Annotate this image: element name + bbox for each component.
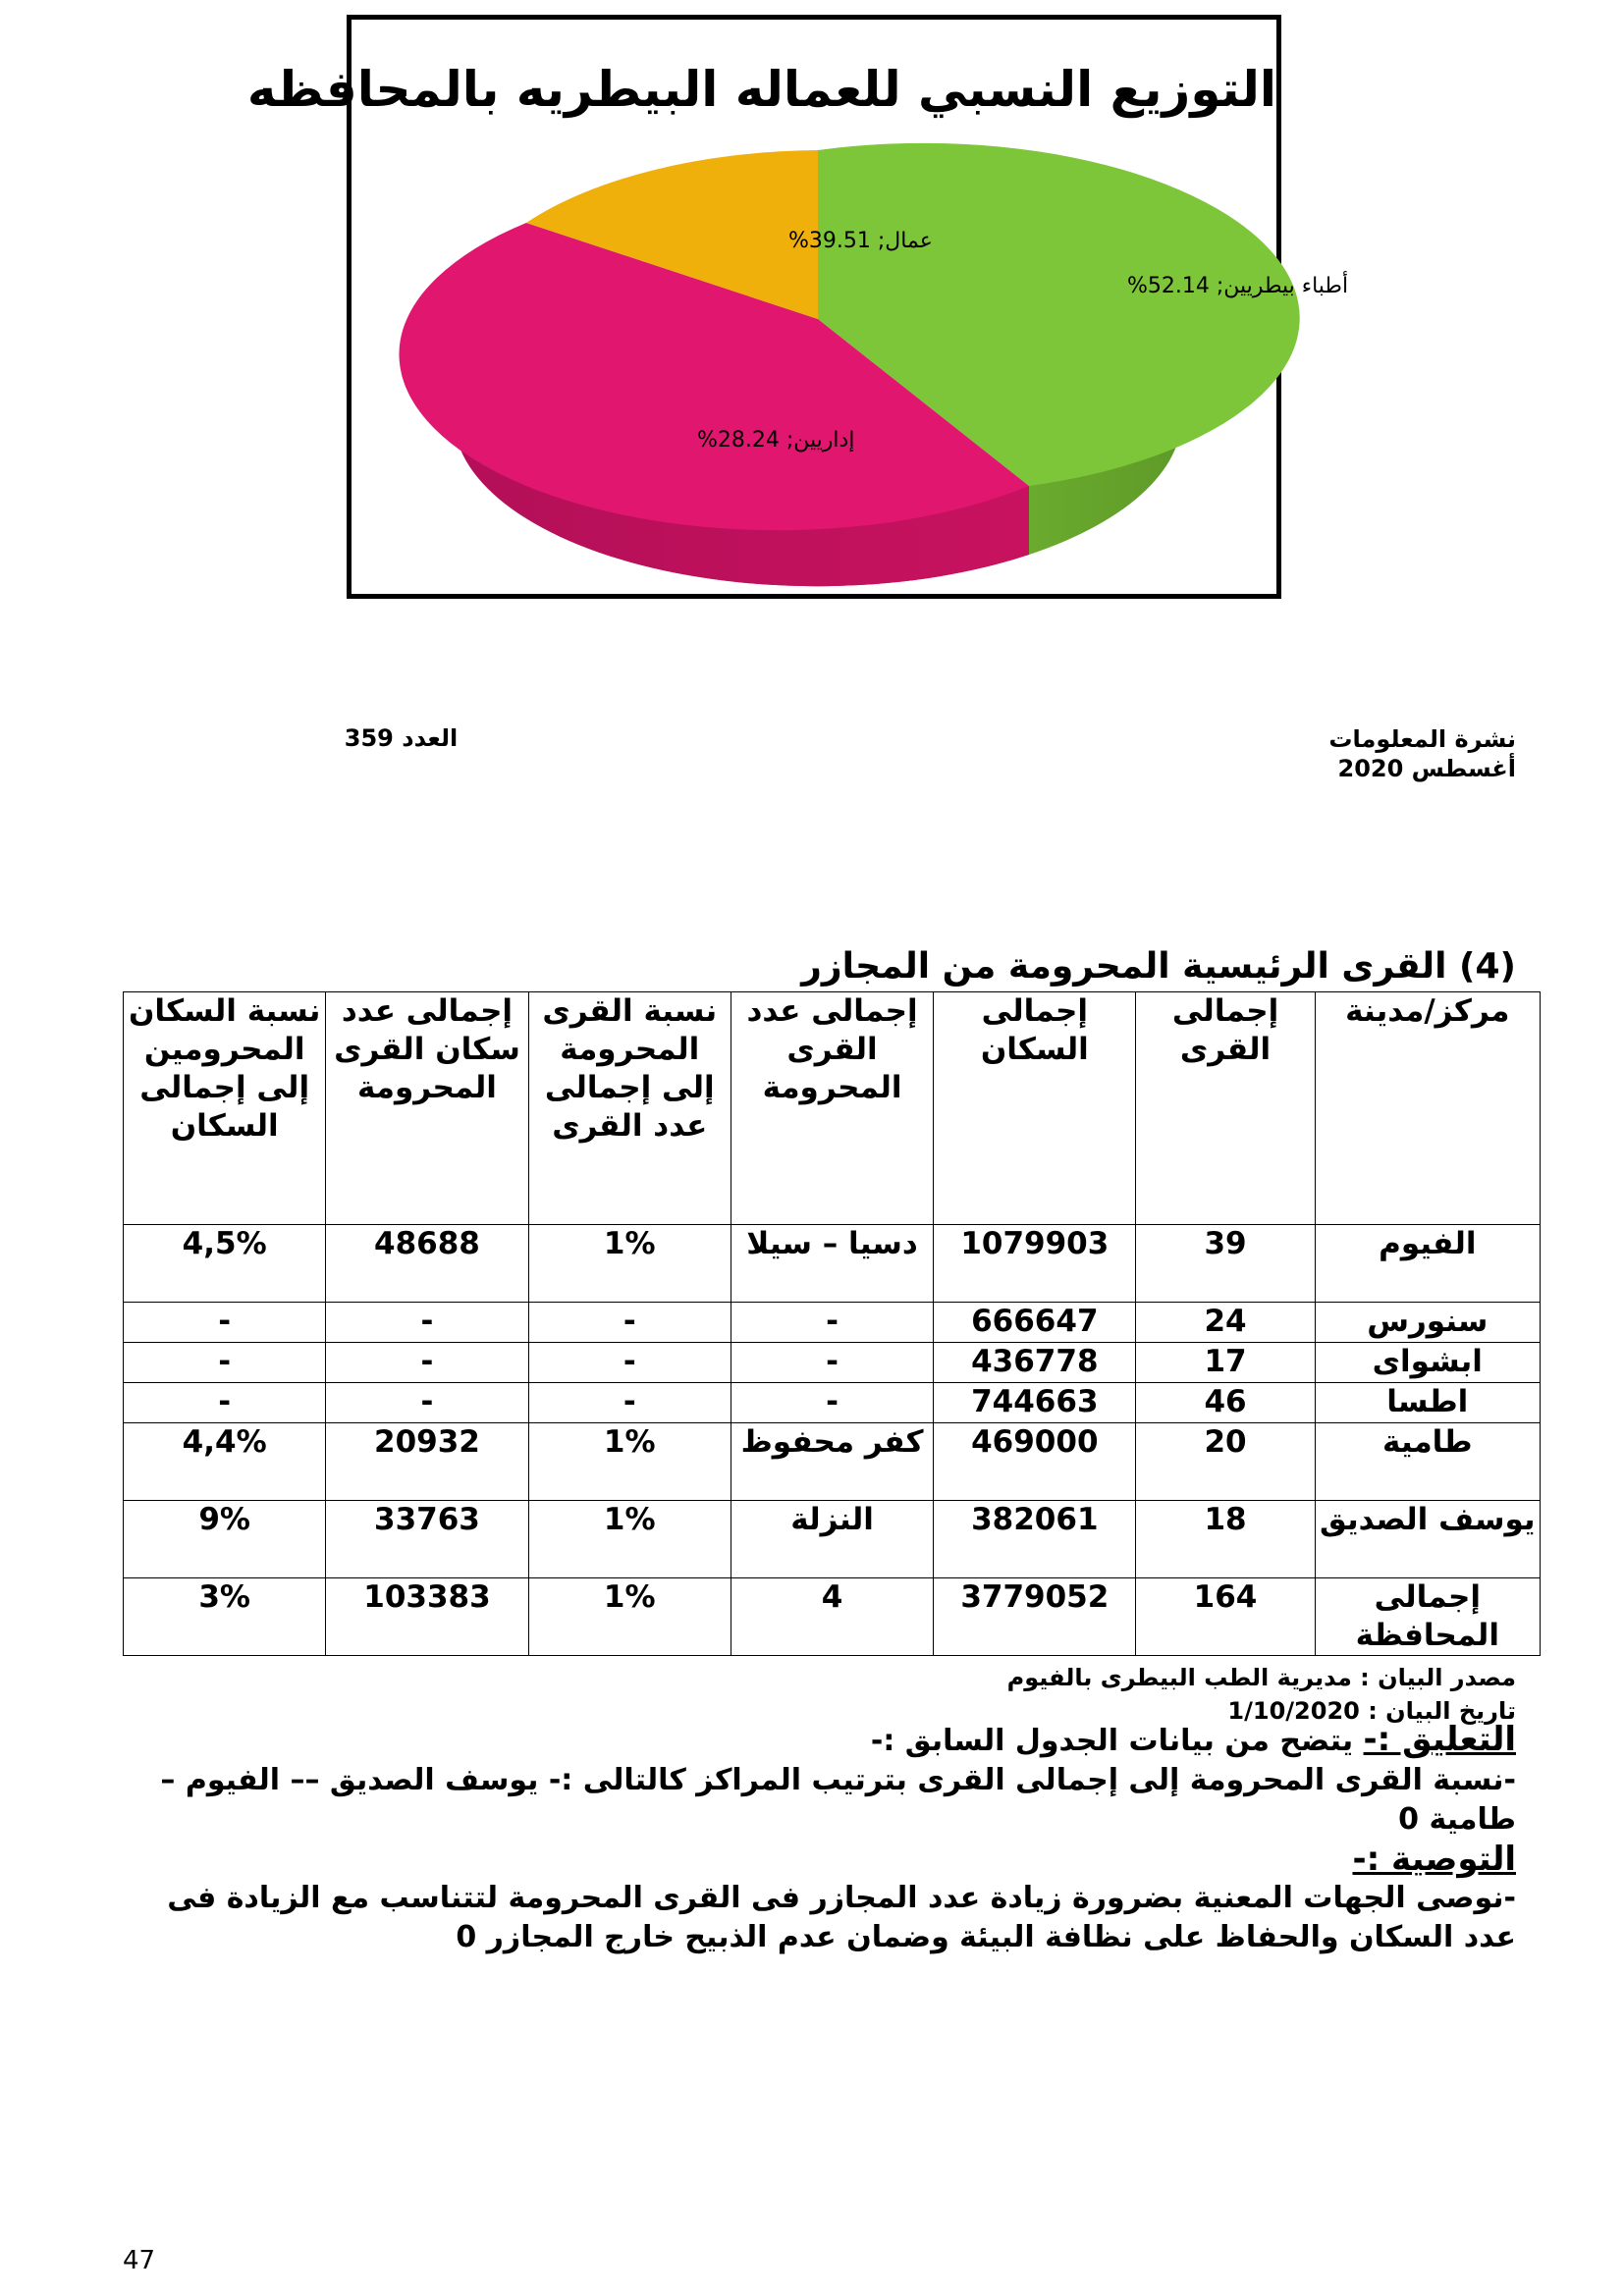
table-cell: دسيا – سيلا [731,1225,933,1303]
column-header: إجمالى السكان [934,992,1136,1225]
table-cell: 1% [528,1578,731,1656]
table-cell: 33763 [326,1501,528,1578]
column-header: إجمالى عدد القرى المحرومة [731,992,933,1225]
table-cell: إجمالى المحافظة [1315,1578,1540,1656]
table-cell: 436778 [934,1343,1136,1383]
recommendation-body: -نوصى الجهات المعنية بضرورة زيادة عدد المجازر فى القرى المحرومة لتتناسب مع الزيادة فى عدد السكان والحفاظ على نظافة البيئة وضمان عدم الذبيح خارج المجازر 0 [167,1881,1516,1954]
pie-label-vets: أطباء بيطريين; 52.14% [1127,274,1349,298]
table-cell: 48688 [326,1225,528,1303]
table-cell: النزلة [731,1501,933,1578]
table-cell: 39 [1136,1225,1315,1303]
pie-label-admin: إداريين; 28.24% [697,428,855,453]
table-cell: ابشواى [1315,1343,1540,1383]
table-total-row [124,1578,1541,1656]
table-cell: 20 [1136,1423,1315,1501]
commentary [123,1720,1516,1957]
section-title: (4) القرى الرئيسية المحرومة من المجازر [801,946,1516,987]
table-cell: 4,5% [124,1225,326,1303]
comment-heading: التعليق :- [1363,1720,1516,1759]
bulletin-date: أغسطس 2020 [1337,755,1516,782]
table-cell: 4,4% [124,1423,326,1501]
table-cell: - [124,1383,326,1423]
table-cell: - [124,1303,326,1343]
table-cell: 1% [528,1423,731,1501]
table-cell: 103383 [326,1578,528,1656]
table-cell: - [326,1343,528,1383]
table-cell: 3779052 [934,1578,1136,1656]
table-cell: الفيوم [1315,1225,1540,1303]
table-cell: كفر محفوظ [731,1423,933,1501]
source-date: تاريخ البيان : 1/10/2020 [1227,1697,1516,1725]
column-header: إجمالى عدد سكان القرى المحرومة [326,992,528,1225]
bulletin-name: نشرة المعلومات [1328,725,1516,753]
table-row [124,1303,1541,1343]
comment-body: -نسبة القرى المحرومة إلى إجمالى القرى بترتيب المراكز كالتالى :- يوسف الصديق –– الفيوم – طامية 0 [160,1763,1516,1837]
column-header: إجمالى القرى [1136,992,1315,1225]
issue-number: العدد 359 [344,724,459,752]
table-row [124,1343,1541,1383]
table-cell: - [731,1383,933,1423]
table-cell: - [326,1383,528,1423]
table-row [124,1225,1541,1303]
table-cell: 744663 [934,1383,1136,1423]
table-cell: 18 [1136,1501,1315,1578]
table-cell: - [528,1383,731,1423]
table-cell: 164 [1136,1578,1315,1656]
column-header: مركز/مدينة [1315,992,1540,1225]
table-cell: 24 [1136,1303,1315,1343]
table-row [124,1501,1541,1578]
table-cell: يوسف الصديق [1315,1501,1540,1578]
table-cell: 17 [1136,1343,1315,1383]
table-cell: 3% [124,1578,326,1656]
table-cell: - [528,1303,731,1343]
table-cell: - [326,1303,528,1343]
table-cell: 4 [731,1578,933,1656]
table-cell: - [124,1343,326,1383]
table-cell: - [731,1303,933,1343]
data-source [1007,1661,1516,1728]
table-cell: 1079903 [934,1225,1136,1303]
column-header: نسبة القرى المحرومة إلى إجمالى عدد القرى [528,992,731,1225]
table-cell: 46 [1136,1383,1315,1423]
page-number: 47 [123,2246,156,2275]
table-cell: 666647 [934,1303,1136,1343]
bulletin-header [1328,724,1516,783]
table-header-row [124,992,1541,1225]
table-cell: - [528,1343,731,1383]
chart-title: التوزيع النسبي للعماله البيطريه بالمحافظه [246,61,1276,118]
table-cell: سنورس [1315,1303,1540,1343]
table-cell: 9% [124,1501,326,1578]
table-cell: 469000 [934,1423,1136,1501]
table-row [124,1423,1541,1501]
column-header: نسبة السكان المحرومين إلى إجمالى السكان [124,992,326,1225]
table-cell: - [731,1343,933,1383]
pie-label-workers: عمال; 39.51% [788,229,933,253]
table-row [124,1383,1541,1423]
source-line: مصدر البيان : مديرية الطب البيطرى بالفيوم [1006,1664,1516,1691]
table-cell: 20932 [326,1423,528,1501]
table-cell: اطسا [1315,1383,1540,1423]
villages-table [123,991,1541,1656]
table-cell: 1% [528,1225,731,1303]
recommendation-heading: التوصية :- [1352,1840,1516,1879]
table-cell: طامية [1315,1423,1540,1501]
comment-intro: يتضح من بيانات الجدول السابق :- [870,1724,1364,1758]
comment-intro-line [123,1720,1516,1761]
chart-frame [246,15,1349,599]
table-cell: 382061 [934,1501,1136,1578]
table-cell: 1% [528,1501,731,1578]
